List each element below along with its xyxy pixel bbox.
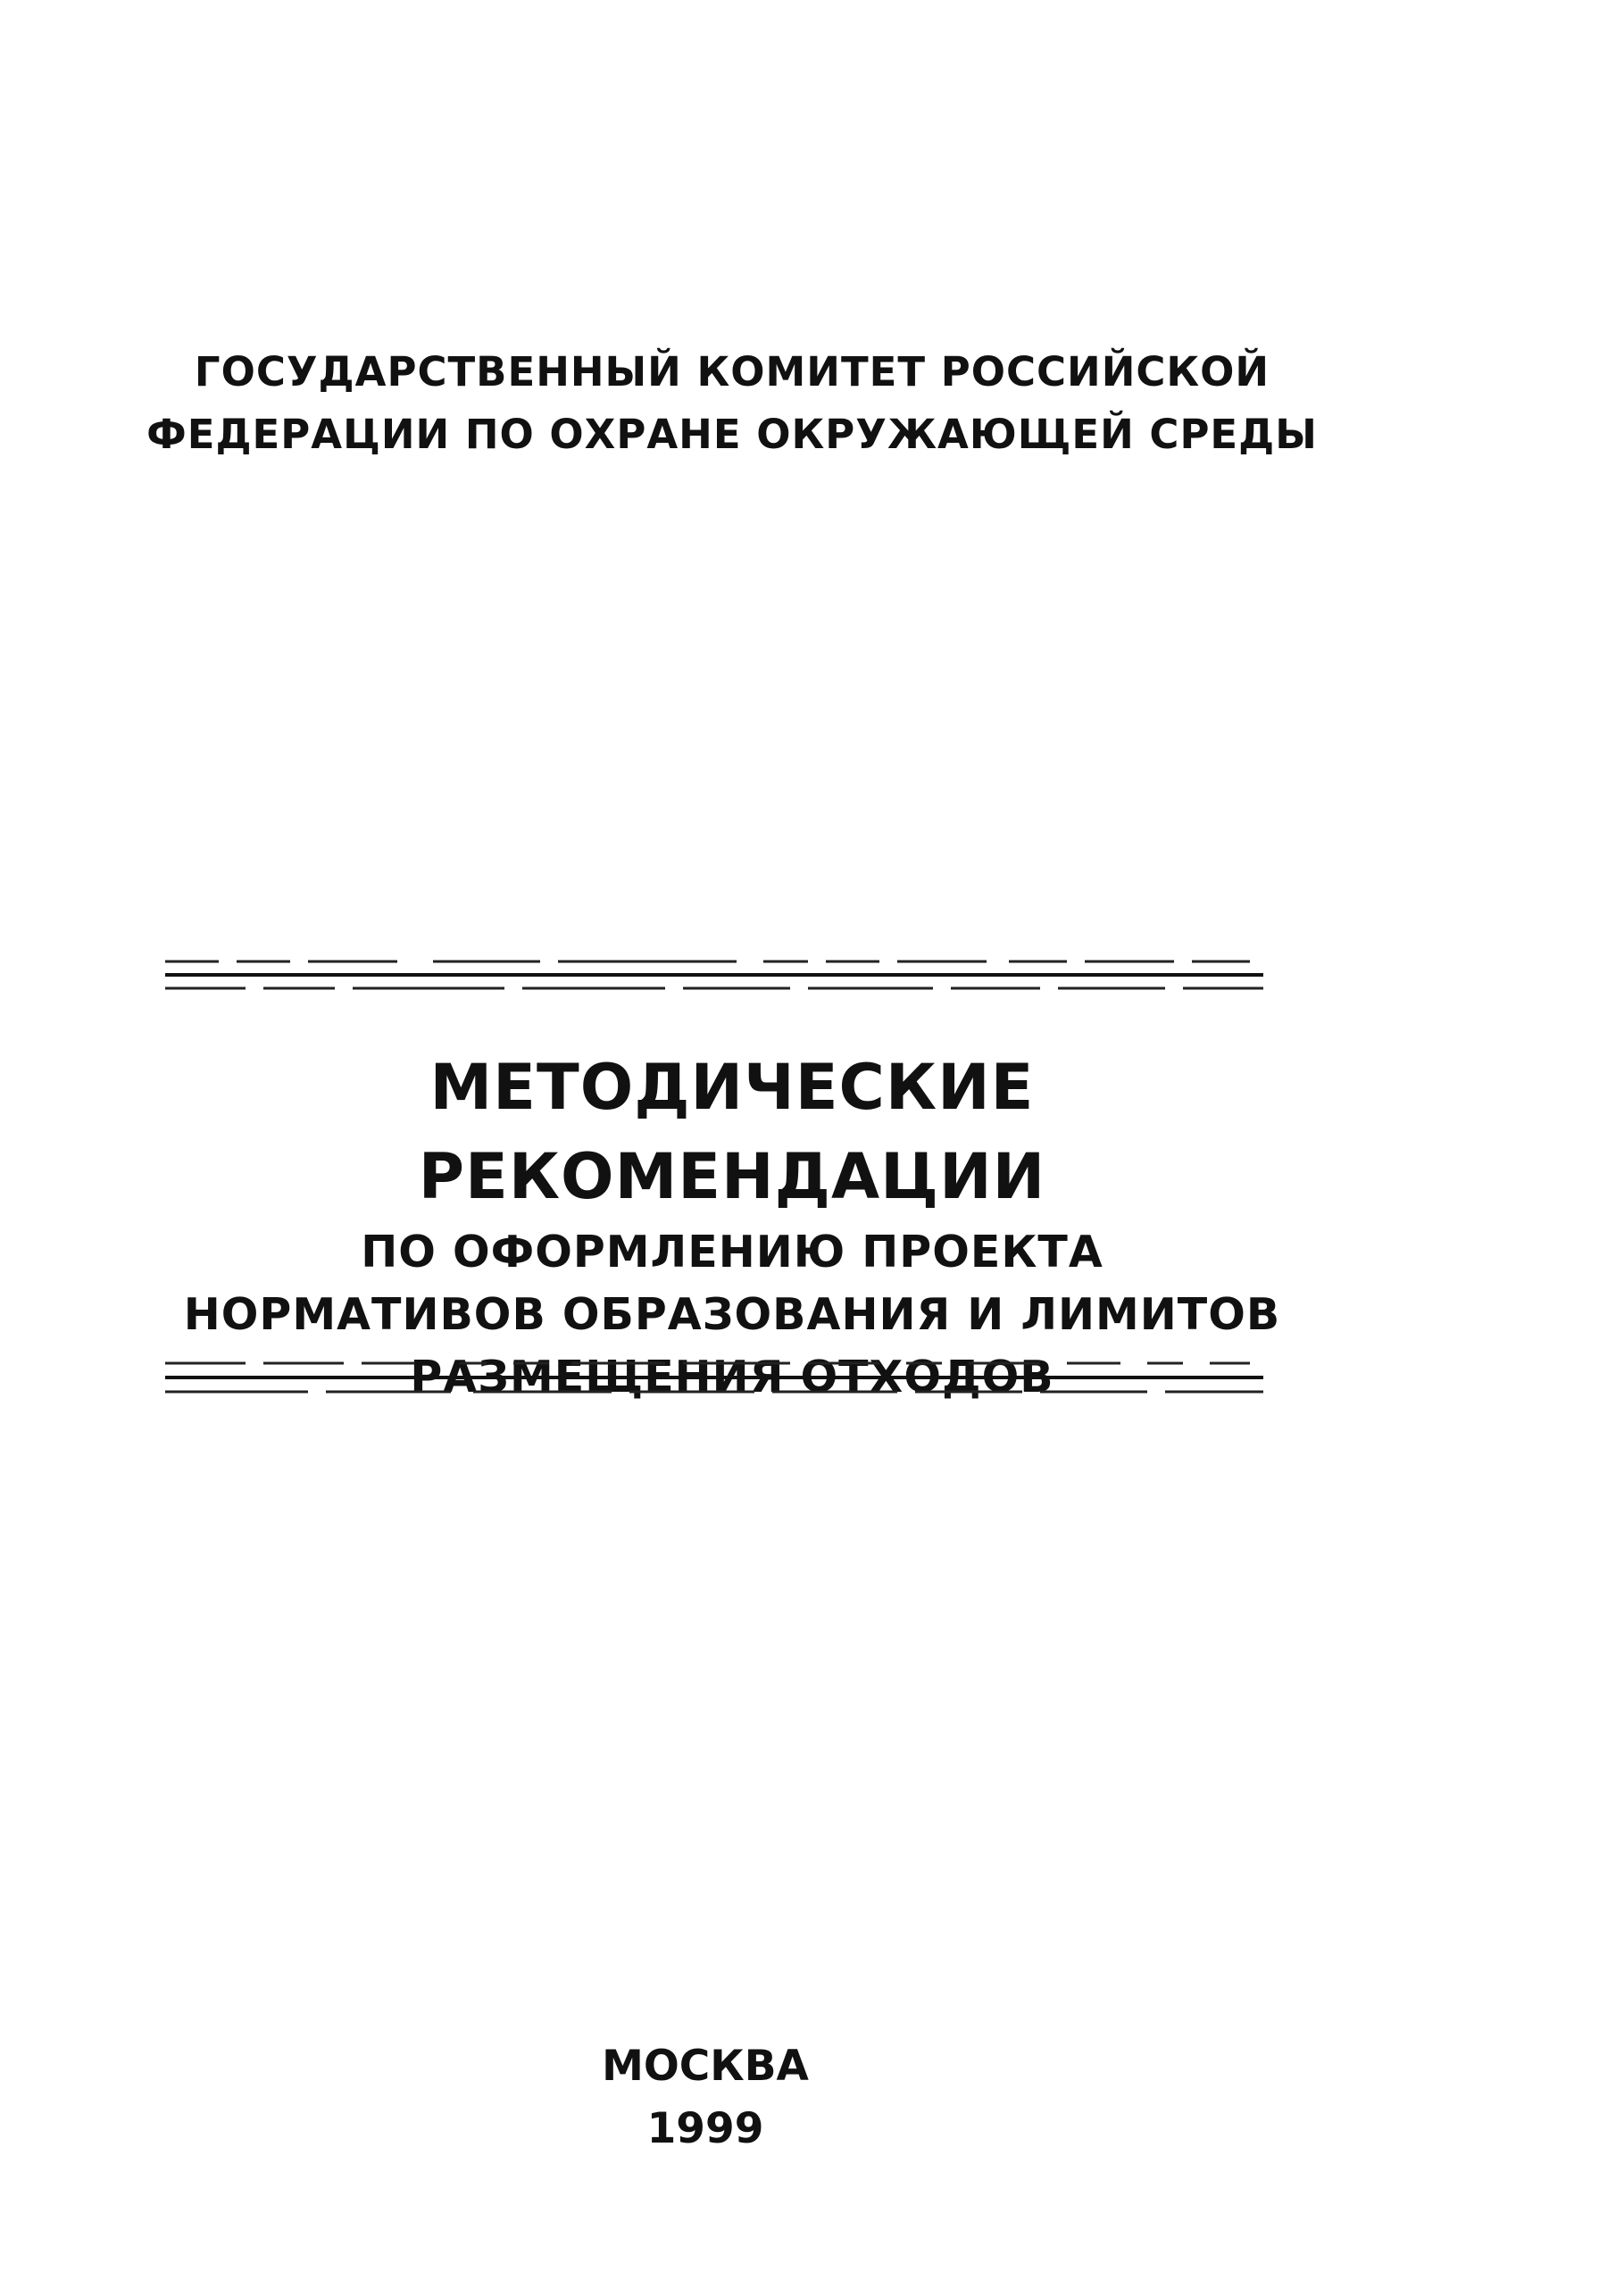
title-sub-line-1: ПО ОФОРМЛЕНИЮ ПРОЕКТА bbox=[361, 1227, 1103, 1277]
title-sub-line-3: РАЗМЕЩЕНИЯ ОТХОДОВ bbox=[410, 1352, 1054, 1402]
agency-line-2: ФЕДЕРАЦИИ ПО ОХРАНЕ ОКРУЖАЮЩЕЙ СРЕДЫ bbox=[146, 411, 1318, 458]
bottom-double-rule bbox=[165, 1358, 1263, 1402]
publication-year: 1999 bbox=[646, 2104, 764, 2153]
imprint bbox=[446, 2035, 964, 2160]
agency-line-1: ГОСУДАРСТВЕННЫЙ КОМИТЕТ РОССИЙСКОЙ bbox=[194, 348, 1270, 395]
issuing-agency bbox=[134, 341, 1330, 466]
top-double-rule bbox=[165, 956, 1263, 1001]
document-title bbox=[134, 1043, 1330, 1409]
publication-city: МОСКВА bbox=[602, 2042, 809, 2091]
title-main: МЕТОДИЧЕСКИЕ РЕКОМЕНДАЦИИ bbox=[418, 1051, 1046, 1213]
title-sub-line-2: НОРМАТИВОВ ОБРАЗОВАНИЯ И ЛИМИТОВ bbox=[183, 1289, 1281, 1340]
